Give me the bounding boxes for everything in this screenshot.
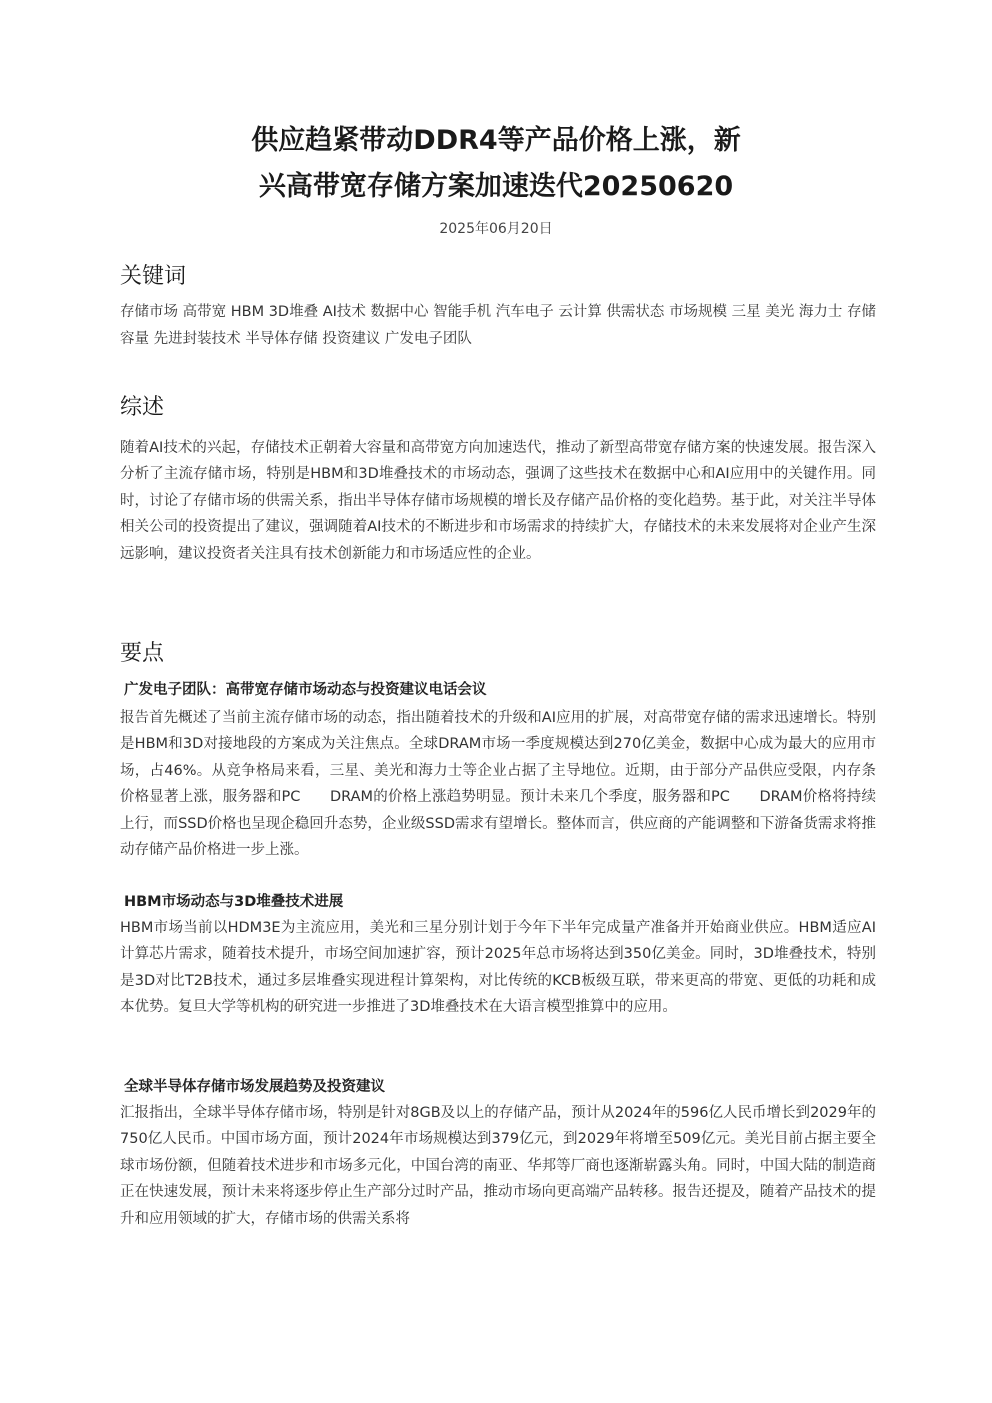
keypoint-1-subheading: 广发电子团队：高带宽存储市场动态与投资建议电话会议 (124, 682, 487, 698)
keypoint-2-text: HBM市场当前以HDM3E为主流应用，美光和三星分别计划于今年下半年完成量产准备并开始商业供应。HBM适应AI计算芯片需求，随着技术提升，市场空间加速扩容，预计2025年总市场将达到350亿美金。同时，3D堆叠技术，特别是3D对比T2B技术，通过多层堆叠实现进程计算架构，对比传统的KCB板级互联，带来更高的带宽、更低的功耗和成本优势。复旦大学等机构的研究进一步推进了3D堆叠技术在大语言模型推算中的应用。 (120, 920, 876, 1016)
document-title (120, 118, 872, 210)
summary-heading: 综述 (120, 395, 165, 420)
document-title-line-1: 供应趋紧带动DDR4等产品价格上涨，新 (251, 125, 741, 156)
keypoint-3-subheading: 全球半导体存储市场发展趋势及投资建议 (124, 1079, 385, 1095)
keypoint-3-text: 汇报指出，全球半导体存储市场，特别是针对8GB及以上的存储产品，预计从2024年的596亿人民币增长到2029年的750亿人民币。中国市场方面，预计2024年市场规模达到379亿元，到2029年将增至509亿元。美光目前占据主要全球市场份额，但随着技术进步和市场多元化，中国台湾的南亚、华邦等厂商也逐渐崭露头角。同时，中国大陆的制造商正在快速发展，预计未来将逐步停止生产部分过时产品，推动市场向更高端产品转移。报告还提及，随着产品技术的提升和应用领域的扩大，存储市场的供需关系将 (120, 1105, 876, 1227)
keypoint-1-text: 报告首先概述了当前主流存储市场的动态，指出随着技术的升级和AI应用的扩展，对高带宽存储的需求迅速增长。特别是HBM和3D对接地段的方案成为关注焦点。全球DRAM市场一季度规模达到270亿美金，数据中心成为最大的应用市场，占46%。从竞争格局来看，三星、美光和海力士等企业占据了主导地位。近期，由于部分产品供应受限，内存条价格显著上涨，服务器和PC DRAM的价格上涨趋势明显。预计未来几个季度，服务器和PC DRAM价格将持续上行，而SSD价格也呈现企稳回升态势，企业级SSD需求有望增长。整体而言，供应商的产能调整和下游备货需求将推动存储产品价格进一步上涨。 (120, 710, 876, 859)
document-date: 2025年06月20日 (439, 221, 553, 237)
keypoints-heading: 要点 (120, 641, 165, 666)
summary-text: 随着AI技术的兴起，存储技术正朝着大容量和高带宽方向加速迭代，推动了新型高带宽存储方案的快速发展。报告深入分析了主流存储市场，特别是HBM和3D堆叠技术的市场动态，强调了这些技术在数据中心和AI应用中的关键作用。同时，讨论了存储市场的供需关系，指出半导体存储市场规模的增长及存储产品价格的变化趋势。基于此，对关注半导体相关公司的投资提出了建议，强调随着AI技术的不断进步和市场需求的持续扩大，存储技术的未来发展将对企业产生深远影响，建议投资者关注具有技术创新能力和市场适应性的企业。 (120, 440, 876, 562)
keywords-heading: 关键词 (120, 264, 187, 289)
document-title-line-2: 兴高带宽存储方案加速迭代20250620 (258, 171, 734, 202)
keywords-text: 存储市场 高带宽 HBM 3D堆叠 AI技术 数据中心 智能手机 汽车电子 云计算 供需状态 市场规模 三星 美光 海力士 存储容量 先进封装技术 半导体存储 投资建议 广发电子团队 (120, 304, 876, 347)
keypoint-2-subheading: HBM市场动态与3D堆叠技术进展 (124, 894, 344, 910)
